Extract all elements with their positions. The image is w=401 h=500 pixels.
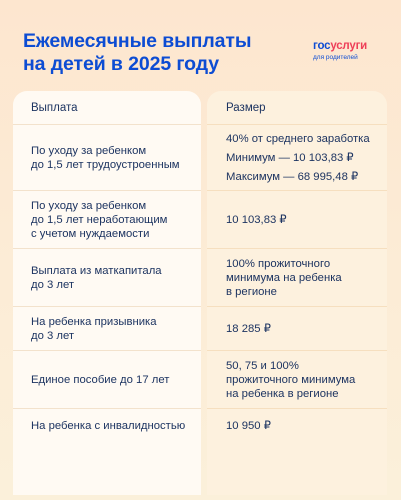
payment-cell xyxy=(31,191,196,249)
table-row xyxy=(13,351,387,409)
amount-lines xyxy=(226,132,370,184)
payments-table xyxy=(13,91,387,495)
payment-text: На ребенка призывника до 3 лет xyxy=(31,316,157,342)
amount-cell xyxy=(226,191,382,249)
payment-cell xyxy=(31,351,196,409)
payment-text: На ребенка с инвалидностью xyxy=(31,420,186,432)
table-header-row xyxy=(13,91,387,125)
logo-uslugi-part: услуги xyxy=(330,40,368,52)
table-row xyxy=(13,249,387,307)
amount-cell xyxy=(226,351,382,409)
logo-gos-part: гос xyxy=(313,40,331,52)
column-header-payment: Выплата xyxy=(31,102,78,114)
logo-subtitle: для родителей xyxy=(313,54,358,61)
table-row xyxy=(13,409,387,443)
table-row xyxy=(13,191,387,249)
table-row xyxy=(13,307,387,351)
payment-cell xyxy=(31,307,196,351)
amount-cell xyxy=(226,249,382,307)
payment-text: По уходу за ребенком до 1,5 лет неработающим с учетом нуждаемости xyxy=(31,200,168,240)
logo-wordmark xyxy=(313,40,383,52)
gosuslugi-logo xyxy=(313,40,383,62)
page-header xyxy=(0,0,401,90)
payment-text: Выплата из маткапитала до 3 лет xyxy=(31,265,162,291)
payment-text: Единое пособие до 17 лет xyxy=(31,374,170,386)
amount-cell xyxy=(226,125,382,191)
amount-text: 18 285 ₽ xyxy=(226,323,271,335)
payment-cell xyxy=(31,409,196,443)
page-title: Ежемесячные выплаты на детей в 2025 году xyxy=(23,30,252,75)
amount-text: 10 103,83 ₽ xyxy=(226,214,287,226)
column-header-amount: Размер xyxy=(226,102,266,114)
amount-text: 100% прожиточного минимума на ребенка в регионе xyxy=(226,258,342,298)
amount-cell xyxy=(226,409,382,443)
payment-text: По уходу за ребенком до 1,5 лет трудоустроенным xyxy=(31,145,180,171)
amount-cell xyxy=(226,307,382,351)
amount-text: 50, 75 и 100% прожиточного минимума на ребенка в регионе xyxy=(226,360,356,400)
table-row xyxy=(13,125,387,191)
amount-line: Минимум — 10 103,83 ₽ xyxy=(226,152,354,164)
amount-line: 40% от среднего заработка xyxy=(226,133,370,145)
amount-text: 10 950 ₽ xyxy=(226,420,271,432)
amount-line: Максимум — 68 995,48 ₽ xyxy=(226,171,359,183)
payment-cell xyxy=(31,125,196,191)
payment-cell xyxy=(31,249,196,307)
